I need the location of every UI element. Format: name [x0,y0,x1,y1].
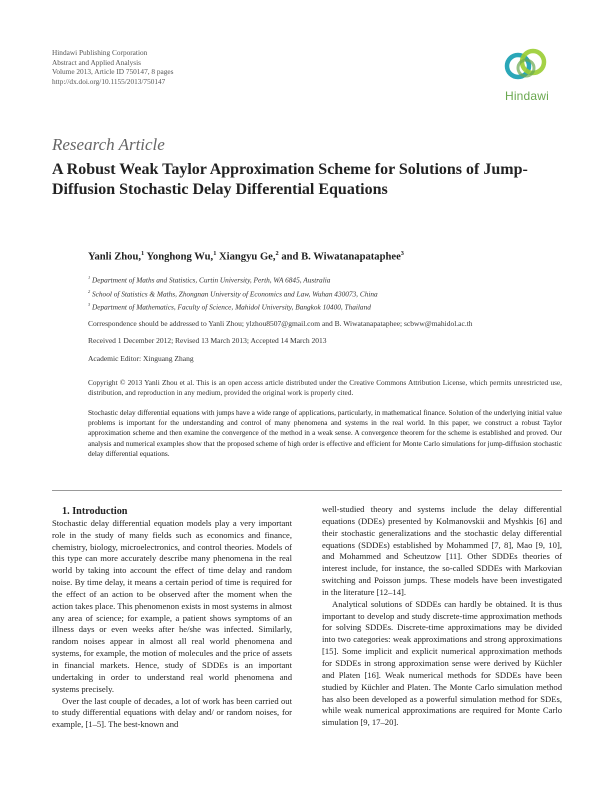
logo-word: Hindawi [504,89,550,103]
journal-header [52,48,173,86]
affiliation-text: Department of Mathematics, Faculty of Science, Mahidol University, Bangkok 10400, Thailand [92,302,371,312]
author-affil-mark: 1 [141,250,145,257]
paragraph: Analytical solutions of SDDEs can hardly be obtained. It is thus important to develop and study discrete-time approximation methods for solving SDDEs. Discrete-time approximations may be divided into two categories: weak approximations and strong approximations [15]. Some implicit and explicit numerical approximation methods for SDDEs in strong approximation sense were derived by Küchler and Platen [16]. Weak numerical methods for SDDEs have been studied by Küchler and Platen. The Monte Carlo simulation method has also been developed as a powerful simulation method for SDEs, while weak numerical approximations are required for Monte Carlo simulation [9, 17–20]. [322,598,562,728]
article-dates: Received 1 December 2012; Revised 13 March 2013; Accepted 14 March 2013 [88,336,327,345]
author-name: Yonghong Wu, [144,251,214,263]
paragraph: Over the last couple of decades, a lot of work has been carried out to study differential equations with delay and/ or random noises, for example, [1–5]. The best-known and [52,695,292,730]
affiliation-mark: 3 [88,302,91,308]
affiliation [88,286,378,300]
hindawi-logo [492,46,562,103]
author-name: Yanli Zhou, [88,251,141,263]
doi-link[interactable]: http://dx.doi.org/10.1155/2013/750147 [52,76,166,86]
publisher: Hindawi Publishing Corporation [52,48,148,57]
left-column [52,506,292,731]
article-title: A Robust Weak Taylor Approximation Scheme for Solutions of Jump-Diffusion Stochastic Delay Differential Equations [52,161,528,198]
affiliation-mark: 1 [88,275,91,280]
paragraph: Stochastic delay differential equation models play a very important role in the study of many fields such as economics and finance, chemistry, biology, microelectronics, and control theories. Models of this type can more accurately describe many phenomena in the real world by taking into account the effect of time delay and random noise. By time delay, it means a certain period of time is required for the effect of an action to be observed after the moment when the action takes place. This phenomenon exists in most systems in almost any area of science; for example, a patient shows symptoms of an illness days or even weeks after he/she was infected. Similarly, random noises appear in almost all real world phenomena and systems, for example, the motion of molecules and the price of assets in financial markets. Hence, study of SDDEs is an important undertaking in order to understand real world phenomena and systems precisely. [52,517,292,694]
author-affil-mark: 1 [213,250,217,257]
author-list [88,250,404,263]
affiliation-mark: 2 [88,288,91,294]
section-divider [52,490,562,491]
correspondence: Correspondence should be addressed to Yanli Zhou; ylzhou8507@gmail.com and B. Wiwatanapataphee; scbww@mahidol.ac.th [88,319,473,328]
author-name: Xiangyu Ge, [216,251,276,263]
hindawi-logo-icon [492,46,562,82]
abstract: Stochastic delay differential equations with jumps have a wide range of applications, particularly, in mathematical finance. Solution of the underlying initial value problems is important for the understanding and control of many phenomena and systems in the real world. In this paper, we construct a robust Taylor approximation scheme and then examine the convergence of the method in a weak sense. A convergence theorem for the scheme is established and proved. Our analysis and numerical examples show that the proposed scheme of high order is effective and efficient for Monte Carlo simulations for jump-diffusion stochastic delay differential equations. [88,408,562,458]
right-column [322,504,562,729]
affiliation-text: School of Statistics & Maths, Zhongnan University of Economics and Law, Wuhan 430073, China [92,289,378,299]
affiliation-text: Department of Maths and Statistics, Curtin University, Perth, WA 6845, Australia [92,275,331,285]
affiliation [88,272,378,286]
academic-editor: Academic Editor: Xinguang Zhang [88,354,194,363]
author-name: and B. Wiwatanapataphee [278,251,401,263]
affiliation [88,299,378,313]
affiliations [88,272,378,313]
author-affil-mark: 2 [275,250,279,257]
volume-info: Volume 2013, Article ID 750147, 8 pages [52,67,174,77]
article-type: Research Article [52,135,165,154]
section-heading: 1. Introduction [62,506,128,517]
copyright-notice: Copyright © 2013 Yanli Zhou et al. This is an open access article distributed under the Creative Commons Attribution License, which permits unrestricted use, distribution, and reproduction in any medium, provided the original work is properly cited. [88,378,562,398]
journal-name: Abstract and Applied Analysis [52,57,141,67]
paragraph: well-studied theory and systems include the delay differential equations (DDEs) presented by Kolmanovskii and Myshkis [6] and their stochastic generalizations and the stochastic delay differential equations (SDDEs) established by Mohammed [7, 8], Mao [9, 10], and Mohammed and Scheutzow [11]. Other SDDEs theories of interest include, for instance, the so-called SDDEs with Markovian switching and Poisson jumps. These models have been investigated in the literature [12–14]. [322,504,562,597]
author-affil-mark: 3 [400,250,404,257]
